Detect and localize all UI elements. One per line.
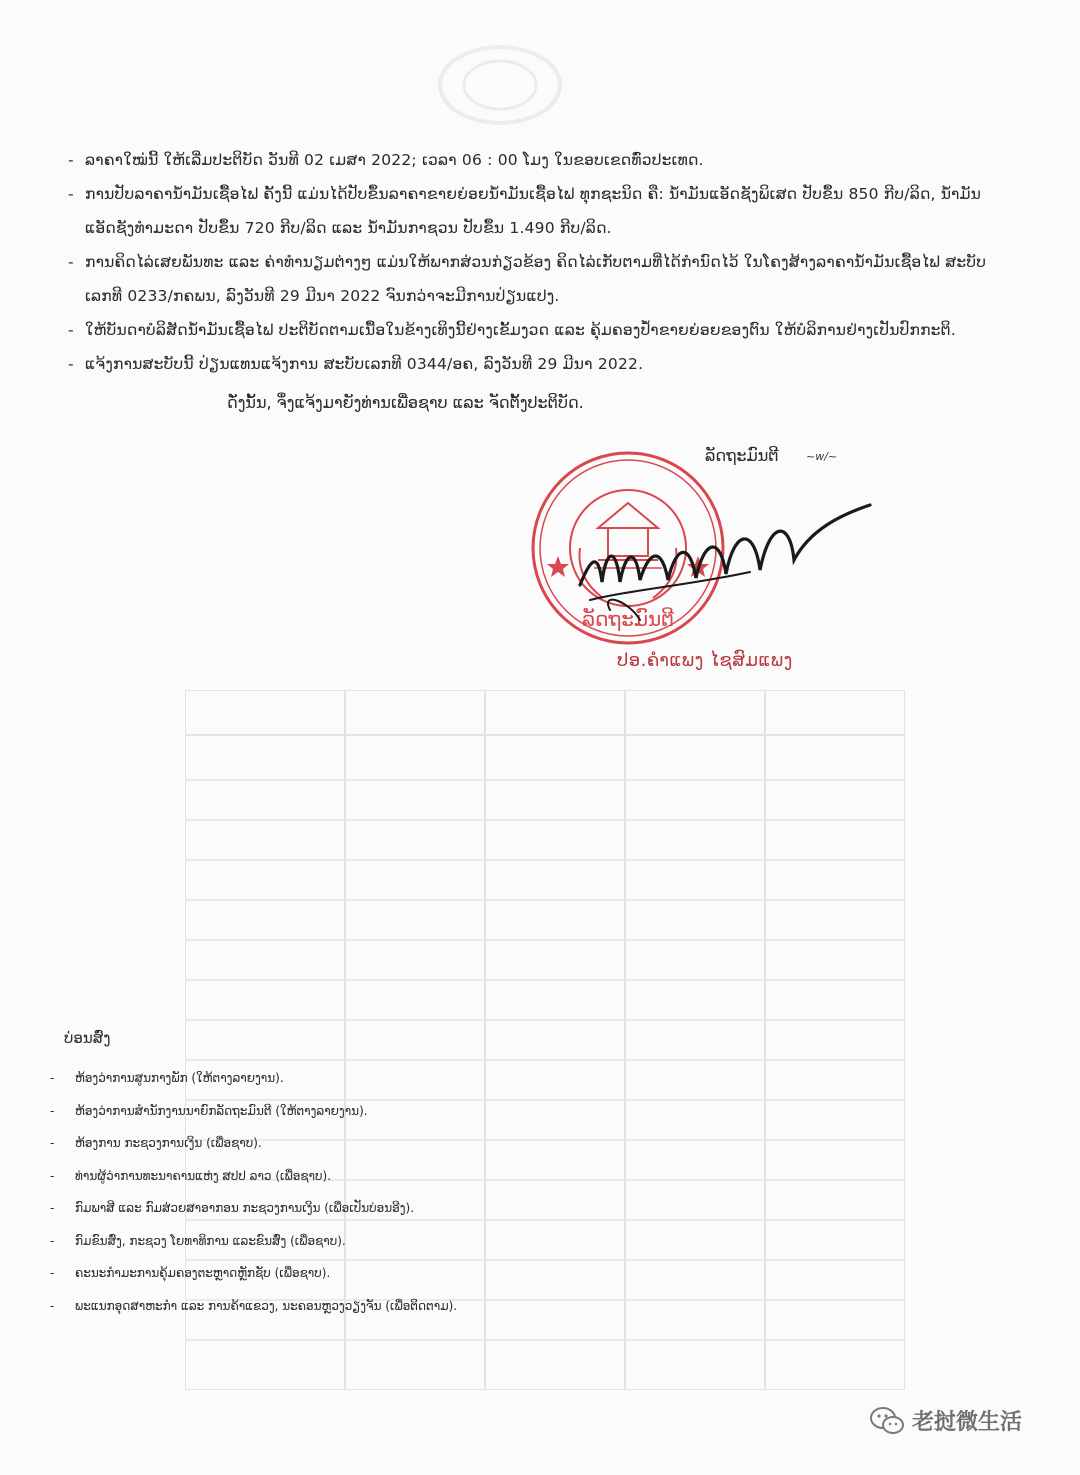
list-item-text: ທ່ານຜູ້ວ່າການທະນາຄານແຫ່ງ ສປປ ລາວ (ເພື່ອຊາບ).: [75, 1168, 332, 1183]
signatory-title: ລັດຖະມົນຕີ: [705, 446, 779, 465]
list-item: - ກົມພາສີ ແລະ ກົມສ່ວຍສາອາກອນ ກະຊວງການເງິນ (ເພື່ອເປັນບ່ອນອີງ).: [50, 1192, 650, 1225]
bullet-item: - ແຈ້ງການສະບັບນີ້ ປ່ຽນແທນແຈ້ງການ ສະບັບເລກທີ 0344/ອຄ, ລົງວັນທີ 29 ມີນາ 2022.: [68, 347, 998, 381]
list-item-text: ຫ້ອງວ່າການສູນກາງພັກ (ໃຫ້ຕາງລາຍງານ).: [75, 1071, 284, 1085]
bullet-item: - ການປັບລາຄານ້ຳມັນເຊື້ອໄຟ ຄັ້ງນີ້ ແມ່ນໄດ້ປັບຂຶ້ນລາຄາຂາຍຍ່ອຍນ້ຳມັນເຊື້ອໄຟ ທຸກຊະນິດ ຄື: ນ້ຳມັນແອັດຊັງພິເສດ ປັບຂຶ້ນ 850 ກີບ/ລິດ, ນ້ຳມັນແອັດຊັງທຳມະດາ ປັບຂຶ້ນ 720 ກີບ/ລິດ ແລະ ນ້ຳມັນກາຊວນ ປັບຂຶ້ນ 1.490 ກີບ/ລິດ.: [68, 177, 998, 245]
list-item: - ກົມຂົນສົ່ງ, ກະຊວງ ໂຍທາທິການ ແລະຂົນສົ່ງ (ເພື່ອຊາບ).: [50, 1225, 650, 1258]
list-item: - ພະແນກອຸດສາຫະກຳ ແລະ ການຄ້າແຂວງ, ນະຄອນຫຼວງວຽງຈັນ (ເພື່ອຕິດຕາມ).: [50, 1290, 650, 1323]
bullet-text: ລາຄາໃໝ່ນີ້ ໃຫ້ເລີ່ມປະຕິບັດ ວັນທີ 02 ເມສາ 2022; ເວລາ 06 : 00 ໂມງ ໃນຂອບເຂດທົ່ວປະເທດ.: [85, 151, 704, 169]
bullet-text: ການປັບລາຄານ້ຳມັນເຊື້ອໄຟ ຄັ້ງນີ້ ແມ່ນໄດ້ປັບຂຶ້ນລາຄາຂາຍຍ່ອຍນ້ຳມັນເຊື້ອໄຟ ທຸກຊະນິດ ຄື: ນ້ຳມັນແອັດຊັງພິເສດ ປັບຂຶ້ນ 850 ກີບ/ລິດ, ນ້ຳມັນແອັດຊັງທຳມະດາ ປັບຂຶ້ນ 720 ກີບ/ລິດ ແລະ ນ້ຳມັນກາຊວນ ປັບຂຶ້ນ 1.490 ກີບ/ລິດ.: [85, 185, 982, 237]
list-item-text: ກົມພາສີ ແລະ ກົມສ່ວຍສາອາກອນ ກະຊວງການເງິນ (ເພື່ອເປັນບ່ອນອີງ).: [75, 1201, 415, 1215]
list-item: - ທ່ານຜູ້ວ່າການທະນາຄານແຫ່ງ ສປປ ລາວ (ເພື່ອຊາບ).: [50, 1160, 650, 1193]
list-item: - ຫ້ອງວ່າການສູນກາງພັກ (ໃຫ້ຕາງລາຍງານ).: [50, 1062, 650, 1095]
list-item-text: ຄະນະກຳມະການຄຸ້ມຄອງຕະຫຼາດຫຼັກຊັບ (ເພື່ອຊາບ).: [75, 1266, 331, 1280]
list-item-text: ພະແນກອຸດສາຫະກຳ ແລະ ການຄ້າແຂວງ, ນະຄອນຫຼວງວຽງຈັນ (ເພື່ອຕິດຕາມ).: [75, 1298, 458, 1313]
bullet-item: - ການຄິດໄລ່ເສຍພັນທະ ແລະ ຄ່າທຳນຽມຕ່າງໆ ແມ່ນໃຫ້ພາກສ່ວນກ່ຽວຂ້ອງ ຄິດໄລ່ເກັບຕາມທີ່ໄດ້ກຳນົດໄວ້ ໃນໂຄງສ້າງລາຄານ້ຳມັນເຊື້ອໄຟ ສະບັບເລກທີ 0233/ກຄພນ, ລົງວັນທີ 29 ມີນາ 2022 ຈົນກວ່າຈະມີການປ່ຽນແປງ.: [68, 245, 998, 313]
stamp-text: ລັດຖະມົນຕີ: [582, 607, 674, 631]
list-item: - ຫ້ອງການ ກະຊວງການເງິນ (ເພື່ອຊາບ).: [50, 1127, 650, 1160]
list-item-text: ຫ້ອງການ ກະຊວງການເງິນ (ເພື່ອຊາບ).: [75, 1136, 262, 1150]
notice-bullets: [68, 143, 998, 381]
distribution-title: ບ່ອນສົ່ງ: [64, 1029, 111, 1047]
bullet-text: ການຄິດໄລ່ເສຍພັນທະ ແລະ ຄ່າທຳນຽມຕ່າງໆ ແມ່ນໃຫ້ພາກສ່ວນກ່ຽວຂ້ອງ ຄິດໄລ່ເກັບຕາມທີ່ໄດ້ກຳນົດໄວ້ ໃນໂຄງສ້າງລາຄານ້ຳມັນເຊື້ອໄຟ ສະບັບເລກທີ 0233/ກຄພນ, ລົງວັນທີ 29 ມີນາ 2022 ຈົນກວ່າຈະມີການປ່ຽນແປງ.: [85, 253, 987, 305]
closing-statement: ດັ່ງນັ້ນ, ຈຶ່ງແຈ້ງມາຍັງທ່ານເພື່ອຊາບ ແລະ ຈັດຕັ້ງປະຕິບັດ.: [227, 393, 584, 412]
source-watermark: [870, 1405, 1022, 1436]
bullet-text: ແຈ້ງການສະບັບນີ້ ປ່ຽນແທນແຈ້ງການ ສະບັບເລກທີ 0344/ອຄ, ລົງວັນທີ 29 ມີນາ 2022.: [85, 355, 644, 373]
bleed-through-emblem: [430, 40, 570, 130]
list-item: - ຄະນະກຳມະການຄຸ້ມຄອງຕະຫຼາດຫຼັກຊັບ (ເພື່ອຊາບ).: [50, 1257, 650, 1290]
watermark-text: 老挝微生活: [912, 1410, 1023, 1435]
list-item-text: ຫ້ອງວ່າການສຳນັກງານນາຍົກລັດຖະມົນຕີ (ໃຫ້ຕາງລາຍງານ).: [75, 1103, 368, 1118]
list-item-text: ກົມຂົນສົ່ງ, ກະຊວງ ໂຍທາທິການ ແລະຂົນສົ່ງ (ເພື່ອຊາບ).: [75, 1233, 346, 1248]
bullet-item: - ລາຄາໃໝ່ນີ້ ໃຫ້ເລີ່ມປະຕິບັດ ວັນທີ 02 ເມສາ 2022; ເວລາ 06 : 00 ໂມງ ໃນຂອບເຂດທົ່ວປະເທດ.: [68, 143, 998, 177]
handwritten-initials: ~w/~: [806, 450, 838, 463]
wechat-icon: [870, 1406, 904, 1436]
signer-name: ປອ.ຄຳແພງ ໄຊສົມແພງ: [617, 650, 793, 671]
list-item: - ຫ້ອງວ່າການສຳນັກງານນາຍົກລັດຖະມົນຕີ (ໃຫ້ຕາງລາຍງານ).: [50, 1095, 650, 1128]
bullet-text: ໃຫ້ບັນດາບໍລິສັດນ້ຳມັນເຊື້ອໄຟ ປະຕິບັດຕາມເນື້ອໃນຂ້າງເທິງນີ້ຢ່າງເຂັ້ມງວດ ແລະ ຄຸ້ມຄອງປ້ຳຂາຍຍ່ອຍຂອງຕົນ ໃຫ້ບໍລິການຢ່າງເປັນປົກກະຕິ.: [85, 321, 956, 339]
bullet-item: - ໃຫ້ບັນດາບໍລິສັດນ້ຳມັນເຊື້ອໄຟ ປະຕິບັດຕາມເນື້ອໃນຂ້າງເທິງນີ້ຢ່າງເຂັ້ມງວດ ແລະ ຄຸ້ມຄອງປ້ຳຂາຍຍ່ອຍຂອງຕົນ ໃຫ້ບໍລິການຢ່າງເປັນປົກກະຕິ.: [68, 313, 998, 347]
distribution-list: [50, 1062, 650, 1322]
handwritten-signature: [570, 490, 880, 630]
